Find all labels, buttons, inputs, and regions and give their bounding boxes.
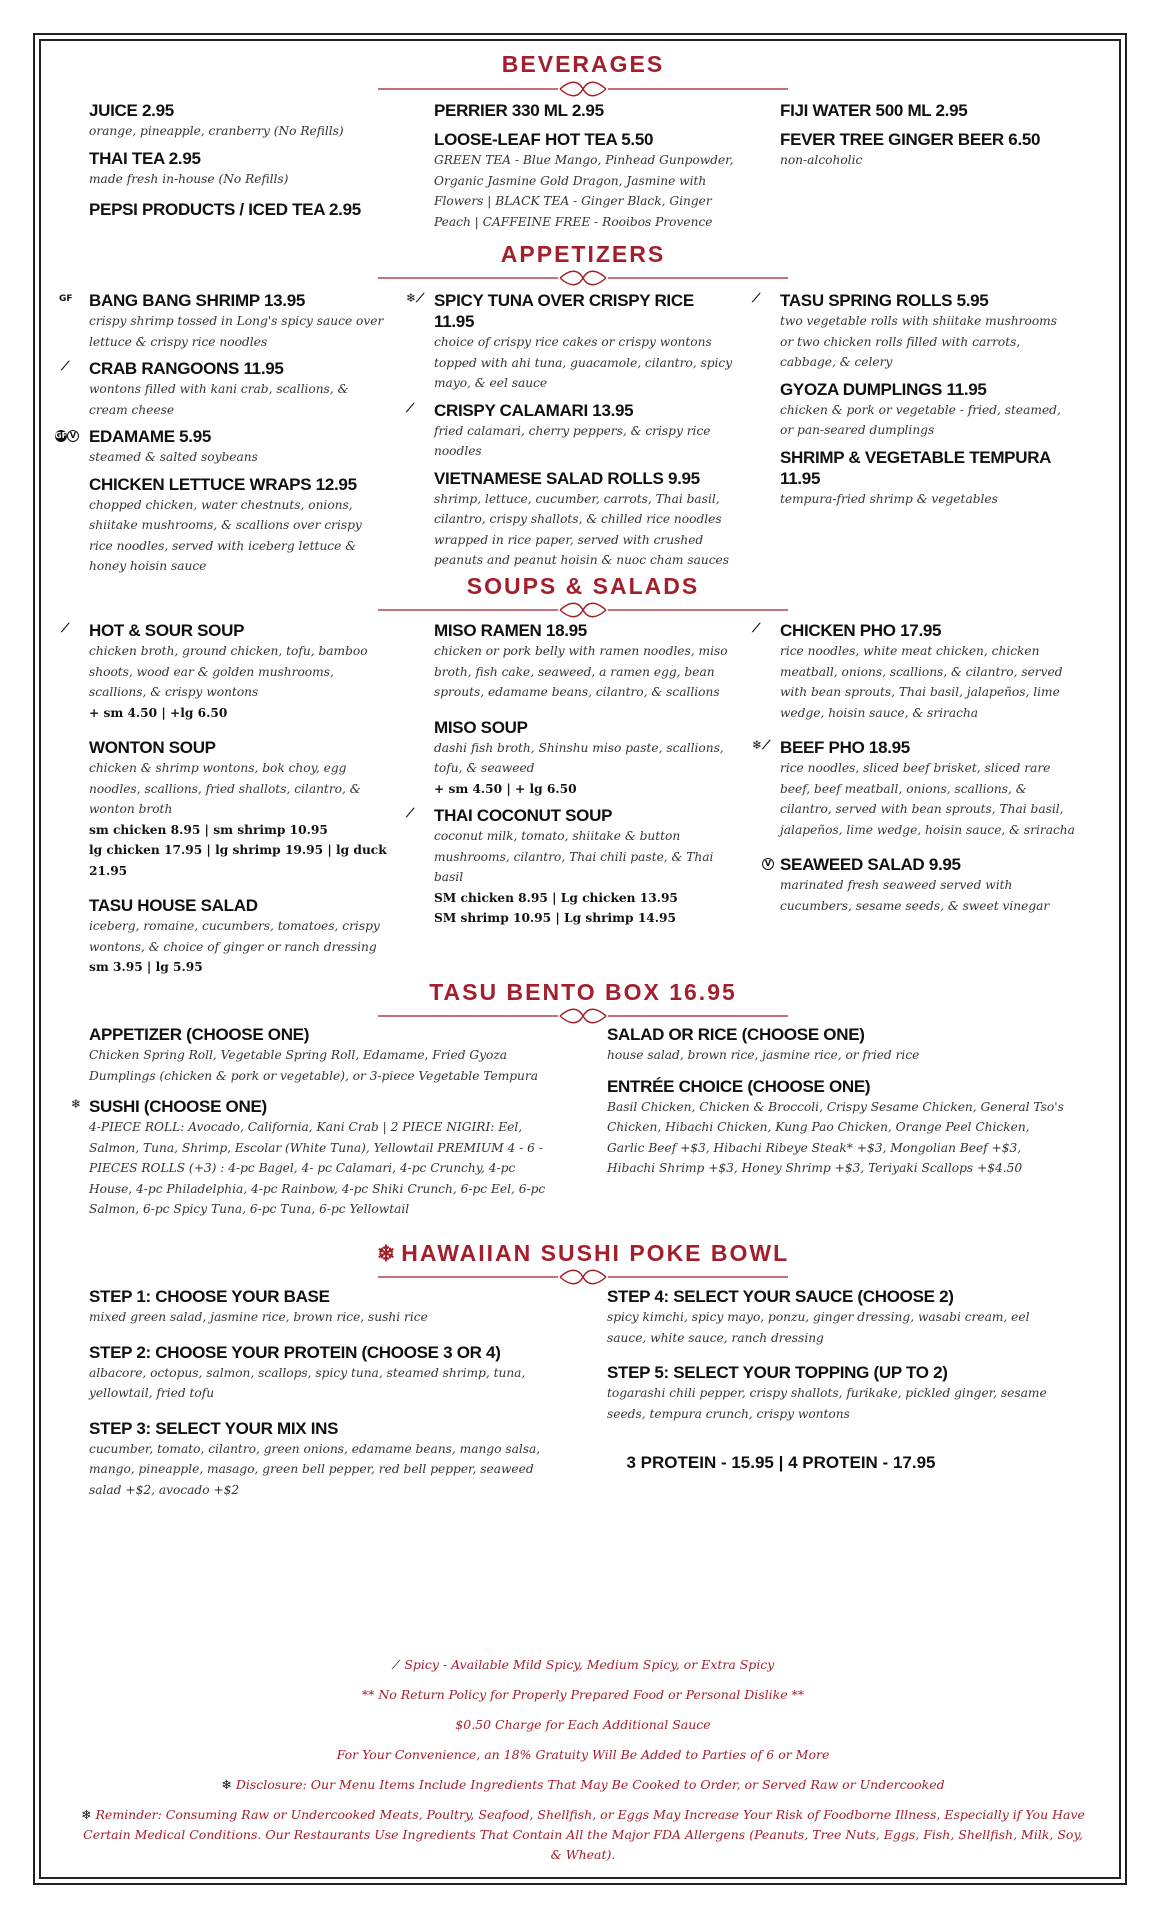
menu-item: ⟋ CHICKEN PHO 17.95 rice noodles, white meat chicken, chicken meatball, onions, scallions, & cilantro, served with bean sprouts, Thai basil, jalapeños, lime wedge, hoisin sauce, & sriracha [752,621,1063,720]
section-divider [378,601,788,621]
raw-snowflake-icon: ❄ [81,1807,96,1822]
poke-left [89,1286,551,1506]
appetizers-col-2 [406,290,734,577]
menu-item: ⟋ CRAB RANGOONS 11.95 wontons filled with kani crab, scallions, & cream cheese [61,359,349,417]
section-title-soups: SOUPS & SALADS [466,573,700,599]
menu-item: CHICKEN LETTUCE WRAPS 12.95 chopped chicken, water chestnuts, onions, shiitake mushrooms, & scallions over crispy rice noodles, served with iceberg lettuce & honey hoisin sauce [89,474,362,573]
chili-pepper-icon: ⟋ [406,806,415,820]
beverages-col-3 [780,100,1080,177]
soups-col-3 [752,620,1075,922]
beverages-col-2 [434,100,734,238]
chili-pepper-icon: ⟋ [406,400,415,415]
menu-item: APPETIZER (CHOOSE ONE) Chicken Spring Roll, Vegetable Spring Roll, Edamame, Fried Gyoza Dumplings (chicken & pork or vegetable), or 3-piece Vegetable Tempura [89,1025,538,1083]
gluten-free-vegan-icon: GF V [55,427,79,442]
menu-item: PERRIER 330 ML 2.95 [434,101,604,120]
menu-item: GF V EDAMAME 5.95 steamed & salted soybeans [55,427,258,464]
section-title-poke: ❄ HAWAIIAN SUSHI POKE BOWL [376,1240,790,1266]
bento-left [71,1024,551,1226]
menu-item: ⟋ CRISPY CALAMARI 13.95 fried calamari, cherry peppers, & crispy rice noodles [406,400,711,458]
appetizers-col-3 [752,290,1070,515]
menu-item: THAI TEA 2.95 made fresh in-house (No Refills) [89,148,289,186]
gluten-free-icon: GF [59,294,73,304]
menu-item: ❄⟋ SPICY TUNA OVER CRISPY RICE 11.95 choice of crispy rice cakes or crispy wontons topped with ahi tuna, guacamole, cilantro, spicy mayo, & eel sauce [406,291,733,390]
menu-item: FEVER TREE GINGER BEER 6.50 non-alcoholic [780,130,1041,167]
menu-item: STEP 2: CHOOSE YOUR PROTEIN (CHOOSE 3 OR 4) albacore, octopus, salmon, scallops, spicy tuna, steamed shrimp, tuna, yellowtail, fried tofu [89,1342,526,1400]
soups-col-2 [406,620,734,935]
raw-snowflake-icon: ❄ [71,1097,82,1111]
poke-pricing: 3 PROTEIN - 15.95 | 4 PROTEIN - 17.95 [626,1453,936,1472]
bento-right [607,1024,1069,1185]
section-title-beverages: BEVERAGES [501,51,665,77]
poke-right [607,1286,1069,1430]
menu-item: GF BANG BANG SHRIMP 13.95 crispy shrimp tossed in Long's spicy sauce over lettuce & crispy rice noodles [59,291,384,349]
footer-sauce-charge: $0.50 Charge for Each Additional Sauce [455,1717,711,1732]
menu-item: LOOSE-LEAF HOT TEA 5.50 GREEN TEA - Blue Mango, Pinhead Gunpowder, Organic Jasmine Gold Dragon, Jasmine with Flowers | BLACK TEA - Ginger Black, Ginger Peach | CAFFEINE FREE - Rooibos Provence [434,130,734,229]
menu-item: STEP 3: SELECT YOUR MIX INS cucumber, tomato, cilantro, green onions, edamame beans, mango salsa, mango, pineapple, masago, green bell pepper, red bell pepper, seaweed salad +$2, avocado +$2 [89,1418,541,1497]
section-divider [378,80,788,100]
raw-snowflake-icon: ❄⟋ [752,738,771,752]
menu-item: ⟋ TASU SPRING ROLLS 5.95 two vegetable rolls with shiitake mushrooms or two chicken rolls filled with carrots, cabbage, & celery [752,291,1057,369]
menu-item: JUICE 2.95 orange, pineapple, cranberry (No Refills) [89,101,344,138]
menu-item: VIETNAMESE SALAD ROLLS 9.95 shrimp, lettuce, cucumber, carrots, Thai basil, cilantro, crispy shallots, & chilled rice noodles wrapped in rice paper, served with crushed peanuts and peanut hoisin & nuoc cham sauces [434,468,729,567]
menu-item: STEP 4: SELECT YOUR SAUCE (CHOOSE 2) spicy kimchi, spicy mayo, ponzu, ginger dressing, wasabi cream, eel sauce, white sauce, ranch dressing [607,1287,1030,1345]
section-divider [378,1268,788,1288]
footer-reminder: ❄ Reminder: Consuming Raw or Undercooked Meats, Poultry, Seafood, Shellfish, or Eggs May Increase Your Risk of Foodborne Illness, Especially if You Have Certain Medical Conditions. Our Restaurants Use Ingredients That Contain All the Major FDA Allergens (Peanuts, Tree Nuts, Eggs, Fish, Shellfish, Milk, Soy, & Wheat). [81,1807,1085,1862]
menu-item: MISO RAMEN 18.95 chicken or pork belly with ramen noodles, miso broth, fish cake, seaweed, a ramen egg, bean sprouts, edamame beans, cilantro, & scallions [434,621,728,699]
beverages-col-1 [89,100,389,226]
chili-pepper-icon: ⟋ [752,291,761,305]
menu-item: SHRIMP & VEGETABLE TEMPURA 11.95 tempura-fried shrimp & vegetables [780,447,1051,506]
menu-item: ❄⟋ BEEF PHO 18.95 rice noodles, sliced beef brisket, sliced rare beef, beef meatball, onions, scallions, & cilantro, served with bean sprouts, Thai basil, jalapeños, lime wedge, hoisin sauce, & sriracha [752,738,1075,837]
footer-return-policy: ** No Return Policy for Properly Prepared Food or Personal Dislike ** [361,1687,805,1702]
chili-pepper-icon: ⟋ [752,621,761,635]
menu-item: TASU HOUSE SALAD iceberg, romaine, cucumbers, tomatoes, crispy wontons, & choice of ginger or ranch dressing sm 3.95 | lg 5.95 [89,896,380,974]
menu-item: ⟋ HOT & SOUR SOUP chicken broth, ground chicken, tofu, bamboo shoots, wood ear & golden mushrooms, scallions, & crispy wontons + sm 4.50 | +lg 6.50 [61,621,368,720]
menu-item: V SEAWEED SALAD 9.95 marinated fresh seaweed served with cucumbers, sesame seeds, & sweet vinegar [780,854,1075,916]
chili-pepper-icon: ⟋ [61,359,70,373]
section-title-bento: TASU BENTO BOX 16.95 [429,979,737,1005]
menu-item: ⟋ THAI COCONUT SOUP coconut milk, tomato, shiitake & button mushrooms, cilantro, Thai chili paste, & Thai basil SM chicken 8.95 | Lg chicken 13.95 SM shrimp 10.95 | Lg shrimp 14.95 [406,806,714,925]
menu-item: FIJI WATER 500 ML 2.95 [780,101,968,120]
menu-item: PEPSI PRODUCTS / ICED TEA 2.95 [89,200,361,219]
menu-item: ❄ SUSHI (CHOOSE ONE) 4-PIECE ROLL: Avocado, California, Kani Crab | 2 PIECE NIGIRI: Eel, Salmon, Tuna, Shrimp, Escolar (White Tuna), Yellowtail PREMIUM 4 - 6 - PIECES ROLLS (+3) : 4-pc Bagel, 4- pc Calamari, 4-pc Crunchy, 4-pc House, 4-pc Philadelphia, 4-pc Rainbow, 4-pc Shiki Crunch, 6-pc Eel, 6-pc Salmon, 6-pc Spicy Tuna, 6-pc Tuna, 6-pc Yellowtail [71,1097,546,1216]
menu-item: MISO SOUP dashi fish broth, Shinshu miso paste, scallions, tofu, & seaweed + sm 4.50 | + lg 6.50 [434,717,724,796]
menu-item: STEP 1: CHOOSE YOUR BASE mixed green salad, jasmine rice, brown rice, sushi rice [89,1287,428,1324]
menu-item: ENTRÉE CHOICE (CHOOSE ONE) Basil Chicken, Chicken & Broccoli, Crispy Sesame Chicken, General Tso's Chicken, Hibachi Chicken, Kung Pao Chicken, Orange Peel Chicken, Garlic Beef +$3, Hibachi Ribeye Steak* +$3, Mongolian Beef +$3, Hibachi Shrimp +$3, Honey Shrimp +$3, Teriyaki Scallops +$4.50 [607,1076,1064,1175]
menu-item: GYOZA DUMPLINGS 11.95 chicken & pork or vegetable - fried, steamed, or pan-seared dumplings [780,379,1061,437]
vegan-icon: V [762,855,774,870]
chili-pepper-icon: ⟋ [61,621,70,635]
soups-col-1 [61,620,389,984]
menu-item: WONTON SOUP chicken & shrimp wontons, bok choy, egg noodles, scallions, fried shallots, cilantro, & wonton broth sm chicken 8.95 | sm shrimp 10.95 lg chicken 17.95 | lg shrimp 19.95 | lg duck 21.95 [89,738,387,878]
raw-snowflake-icon: ❄ [221,1777,236,1792]
section-divider [378,269,788,289]
menu-item: STEP 5: SELECT YOUR TOPPING (UP TO 2) togarashi chili pepper, crispy shallots, furikake, pickled ginger, sesame seeds, tempura crunch, crispy wontons [607,1363,1047,1421]
footer-spicy: ⟋ Spicy - Available Mild Spicy, Medium Spicy, or Extra Spicy [391,1657,775,1672]
appetizers-col-1 [55,290,389,583]
snowflake-icon: ❄ [376,1241,398,1266]
chili-pepper-icon: ⟋ [391,1657,405,1672]
footer-gratuity: For Your Convenience, an 18% Gratuity Will Be Added to Parties of 6 or More [336,1747,830,1762]
section-title-appetizers: APPETIZERS [500,241,666,267]
footer-disclosure: ❄ Disclosure: Our Menu Items Include Ingredients That May Be Cooked to Order, or Served Raw or Undercooked [221,1777,945,1792]
raw-snowflake-icon: ❄⟋ [406,291,425,305]
menu-item: SALAD OR RICE (CHOOSE ONE) house salad, brown rice, jasmine rice, or fried rice [607,1025,920,1062]
